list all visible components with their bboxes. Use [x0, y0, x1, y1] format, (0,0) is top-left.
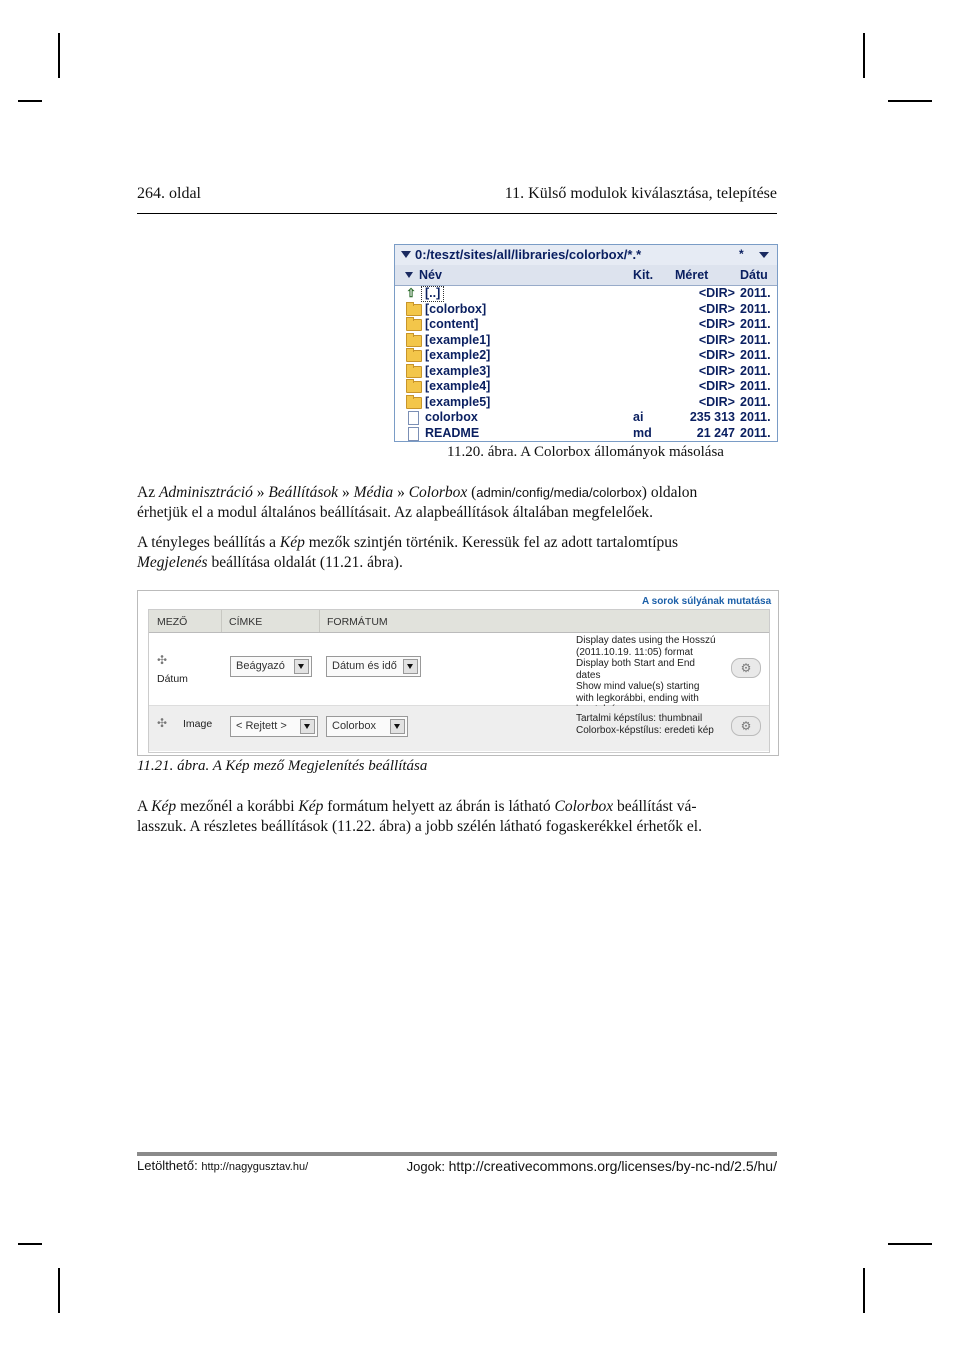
chevron-down-icon — [390, 719, 405, 734]
figure-caption: 11.21. ábra. A Kép mező Megjelenítés beállítása — [137, 758, 428, 774]
crop-mark — [18, 100, 42, 102]
file-size: 21 247 — [696, 425, 735, 440]
field-name: Image — [183, 718, 213, 730]
menu-path-item: Adminisztráció — [158, 484, 253, 501]
summary-line: Display both Start and End — [576, 658, 695, 669]
format-summary — [576, 635, 716, 716]
paragraph — [137, 797, 779, 817]
file-size: <DIR> — [698, 348, 735, 362]
table-header — [149, 610, 769, 633]
path-bar — [395, 245, 777, 266]
folder-icon — [406, 366, 422, 378]
text: ( — [467, 484, 477, 501]
summary-line: Display dates using the Hosszú — [576, 635, 716, 646]
folder-icon — [406, 381, 422, 393]
paragraph-line: lasszuk. A részletes beállítások (11.22. ábra) a jobb szélén látható fogaskerékkel érhetők el. — [137, 818, 702, 835]
folder-icon — [406, 350, 422, 362]
file-size: <DIR> — [698, 363, 735, 378]
footer-label: Jogok: — [406, 1159, 445, 1174]
file-name: [colorbox] — [425, 301, 487, 316]
sort-arrow-icon — [405, 272, 413, 278]
list-item[interactable] — [395, 364, 777, 380]
text: beállítást vá- — [613, 798, 697, 815]
summary-line: with legkorábbi, ending with — [576, 692, 699, 704]
up-icon: ⇧ — [406, 286, 417, 300]
summary-line: Show mind value(s) starting — [576, 681, 700, 692]
file-ext: ai — [633, 410, 644, 424]
chevron-down-icon — [403, 659, 418, 674]
term: Kép — [279, 534, 305, 551]
page-number: 264. oldal — [137, 185, 201, 202]
divider — [221, 610, 222, 632]
table-row — [149, 633, 769, 706]
folder-icon — [406, 335, 422, 347]
file-icon — [408, 411, 419, 425]
list-item[interactable] — [395, 410, 777, 426]
term: Megjelenés — [137, 554, 208, 571]
dropdown-arrow-icon — [401, 251, 411, 258]
crop-mark — [888, 100, 932, 102]
file-date: 2011. — [740, 363, 771, 378]
file-date: 2011. — [740, 286, 771, 300]
file-size: 235 313 — [689, 410, 735, 424]
folder-icon — [406, 304, 422, 316]
figure-caption: 11.20. ábra. A Colorbox állományok másolása — [447, 444, 724, 460]
summary-line: Colorbox-képstílus: eredeti kép — [576, 724, 714, 736]
list-item[interactable] — [395, 317, 777, 333]
file-size: <DIR> — [698, 286, 735, 300]
crop-mark — [888, 1243, 932, 1245]
filter-button[interactable]: * — [739, 247, 744, 261]
drag-handle-icon[interactable]: ✣ — [157, 716, 168, 730]
file-name: [example3] — [425, 363, 491, 378]
text: beállítása oldalát (11.21. ábra). — [207, 554, 403, 571]
header-format: FORMÁTUM — [327, 616, 388, 628]
select-value: Dátum és idő — [332, 660, 397, 672]
footer-label: Letölthető: — [137, 1158, 198, 1173]
chevron-down-icon — [300, 719, 315, 734]
text: mezők szintjén történik. Keressük fel az adott tartalomtípus — [304, 534, 679, 551]
column-date[interactable]: Dátu — [740, 268, 768, 282]
select-value: Colorbox — [332, 720, 377, 732]
format-select[interactable] — [326, 716, 408, 737]
list-item[interactable] — [395, 426, 777, 442]
download-label — [137, 1158, 308, 1173]
field-name: Dátum — [157, 673, 188, 685]
term: Kép — [298, 798, 324, 815]
license-link[interactable]: http://creativecommons.org/licenses/by-nc-nd/2.5/hu/ — [448, 1158, 777, 1174]
text: A — [137, 798, 152, 815]
file-date: 2011. — [740, 332, 771, 347]
paragraph — [137, 483, 779, 503]
file-name: [example2] — [425, 348, 491, 362]
file-date: 2011. — [740, 379, 771, 393]
file-size: <DIR> — [698, 394, 735, 409]
drag-handle-icon[interactable]: ✣ — [157, 653, 168, 667]
license-label — [407, 1158, 777, 1174]
file-name: [example1] — [425, 332, 491, 347]
file-icon — [408, 427, 419, 441]
text: » — [393, 484, 409, 501]
text: » — [252, 484, 269, 501]
text: A tényleges beállítás a — [137, 534, 280, 551]
list-item[interactable] — [395, 302, 777, 318]
file-size: <DIR> — [698, 332, 735, 347]
file-manager-screenshot — [394, 244, 778, 442]
summary-line: Tartalmi képstílus: thumbnail — [576, 713, 703, 724]
column-headers — [395, 265, 777, 286]
file-date: 2011. — [740, 348, 771, 362]
list-item[interactable] — [395, 286, 777, 302]
text: » — [338, 484, 354, 501]
menu-path-item: Beállítások — [268, 484, 339, 501]
chevron-down-icon — [294, 659, 309, 674]
crop-mark — [58, 1268, 60, 1313]
file-date: 2011. — [740, 410, 771, 424]
label-select[interactable] — [230, 656, 312, 677]
file-size: <DIR> — [698, 317, 735, 331]
gear-icon[interactable]: ⚙ — [731, 716, 761, 736]
file-date: 2011. — [740, 394, 771, 409]
format-select[interactable] — [326, 656, 421, 677]
text: formátum helyett az ábrán is látható — [323, 798, 555, 815]
chapter-title: 11. Külső modulok kiválasztása, telepítése — [504, 185, 777, 202]
file-name: README — [425, 425, 480, 440]
select-value: Beágyazó — [236, 660, 285, 672]
file-name: [content] — [425, 317, 479, 331]
crop-mark — [58, 33, 60, 78]
summary-line: dates — [576, 669, 601, 681]
paragraph — [137, 533, 779, 553]
table-row — [149, 706, 769, 751]
text: Az — [137, 484, 159, 501]
url-path: admin/config/media/colorbox — [476, 485, 642, 500]
column-ext[interactable]: Kit. — [633, 268, 654, 282]
show-row-weights-link[interactable]: A sorok súlyának mutatása — [642, 596, 772, 607]
field-display-table — [148, 609, 770, 753]
paragraph-line: érhetjük el a modul általános beállításait. Az alapbeállítások általában megfelelőek. — [137, 504, 654, 521]
menu-path-item: Colorbox — [408, 484, 468, 501]
file-name: [..] — [425, 286, 441, 300]
text: ) oldalon — [641, 484, 698, 501]
file-date: 2011. — [740, 317, 771, 331]
header-label: CÍMKE — [229, 616, 263, 628]
paragraph-line — [137, 553, 779, 573]
page-footer — [137, 1152, 777, 1176]
download-link[interactable]: http://nagygusztav.hu/ — [201, 1161, 309, 1173]
gear-icon[interactable]: ⚙ — [731, 658, 761, 678]
column-name[interactable]: Név — [419, 268, 442, 282]
select-value: < Rejtett > — [236, 720, 287, 732]
format-summary — [576, 713, 714, 736]
file-name: [example5] — [425, 394, 491, 409]
header-field: MEZŐ — [157, 616, 188, 628]
file-size: <DIR> — [698, 379, 735, 393]
file-date: 2011. — [740, 301, 771, 316]
list-item[interactable] — [395, 379, 777, 395]
crop-mark — [863, 1268, 865, 1313]
folder-icon — [406, 319, 422, 331]
list-item[interactable] — [395, 348, 777, 364]
text: mezőnél a korábbi — [176, 798, 299, 815]
term: Colorbox — [554, 798, 614, 815]
path-text: 0:/teszt/sites/all/libraries/colorbox/*.* — [415, 247, 642, 262]
label-select[interactable] — [230, 716, 318, 737]
folder-icon — [406, 397, 422, 409]
list-item[interactable] — [395, 333, 777, 349]
menu-path-item: Média — [353, 484, 394, 501]
crop-mark — [18, 1243, 42, 1245]
term: Kép — [151, 798, 177, 815]
running-header — [137, 183, 777, 214]
summary-line: (2011.10.19. 11:05) format — [576, 646, 693, 658]
file-name: [example4] — [425, 379, 491, 393]
file-size: <DIR> — [698, 301, 735, 316]
divider — [319, 610, 320, 632]
file-date: 2011. — [740, 425, 771, 440]
column-size[interactable]: Méret — [675, 268, 709, 282]
file-name: colorbox — [425, 410, 478, 424]
list-item[interactable] — [395, 395, 777, 411]
drupal-screenshot — [137, 590, 779, 756]
file-ext: md — [633, 425, 652, 440]
chevron-down-icon[interactable] — [759, 252, 769, 258]
crop-mark — [863, 33, 865, 78]
